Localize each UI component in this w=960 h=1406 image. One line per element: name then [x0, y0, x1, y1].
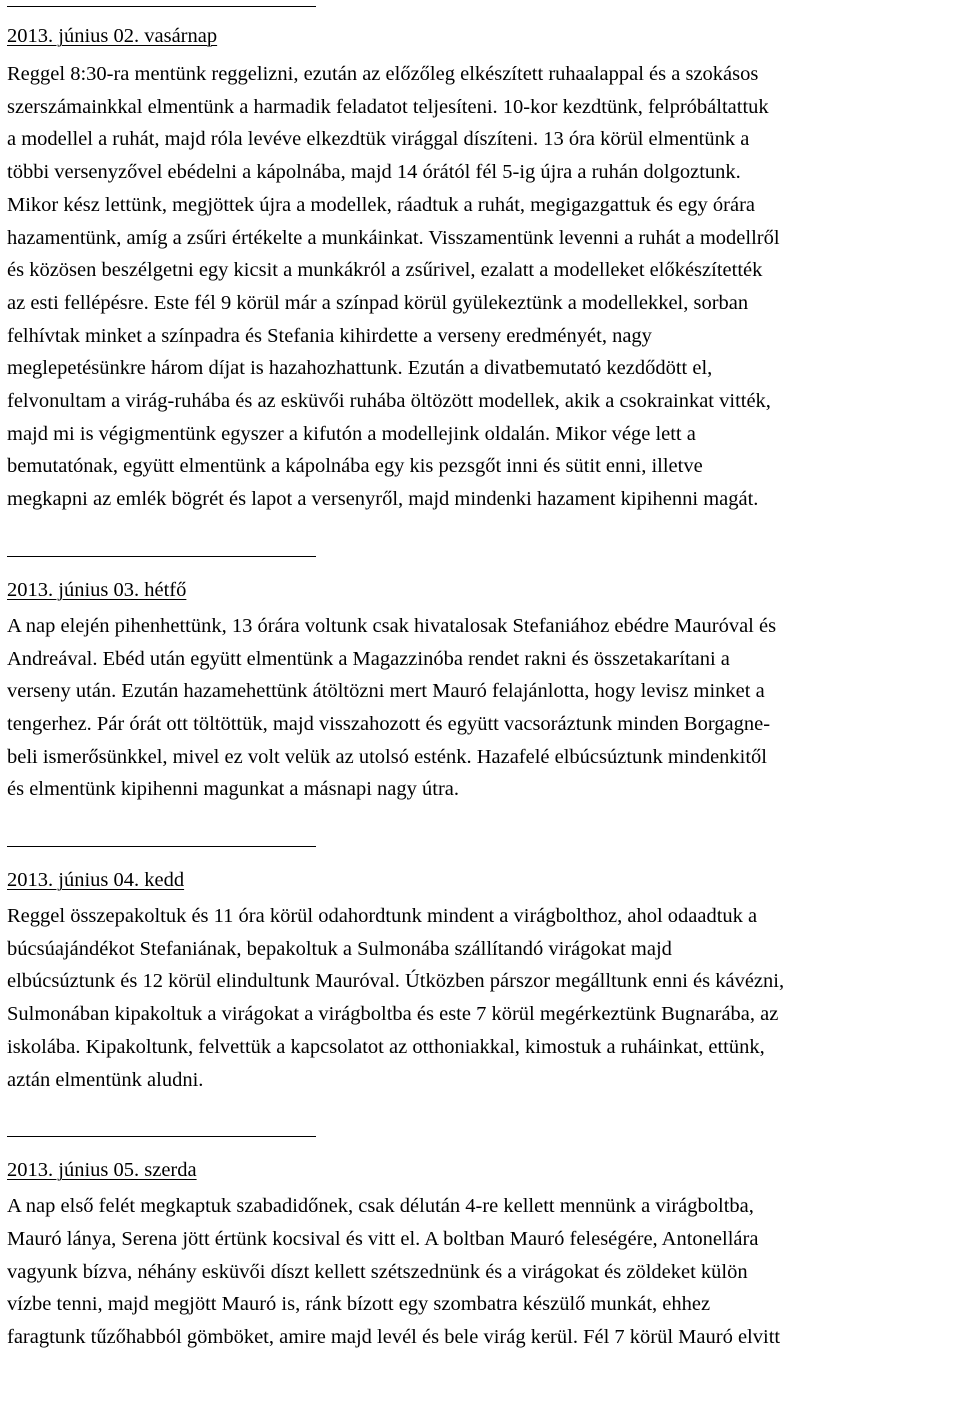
top-separator — [7, 6, 316, 7]
text-line: iskolába. Kipakoltunk, felvettük a kapcsolatot az otthoniakkal, kimostuk a ruháinkat, ettünk, — [7, 1035, 765, 1058]
text-line: beli ismerősünkkel, mivel ez volt velük az utolsó esténk. Hazafelé elbúcsúztunk mindenkitől — [7, 745, 768, 768]
text-line: tengerhez. Pár órát ott töltöttük, majd visszahozott és együtt vacsoráztunk minden Borgagne- — [7, 712, 771, 735]
diary-entry — [7, 1156, 957, 1354]
section-separator — [7, 846, 316, 847]
text-line: szerszámainkkal elmentünk a harmadik feladatot teljesíteni. 10-kor kezdtünk, felpróbáltattuk — [7, 95, 769, 118]
text-line: Reggel 8:30-ra mentünk reggelizni, ezután az előzőleg elkészített ruhaalappal és a szokásos — [7, 63, 759, 85]
text-line: meglepetésünkre három díjat is hazahozhattunk. Ezután a divatbemutató kezdődött el, — [7, 357, 713, 380]
text-line: vízbe tenni, majd megjött Mauró is, ránk bízott egy szombatra készülő munkát, ehhez — [7, 1293, 711, 1316]
text-line: Mauró lánya, Serena jött értünk kocsival és vitt el. A boltban Mauró feleségére, Antonellára — [7, 1227, 759, 1250]
text-line: Sulmonában kipakoltuk a virágokat a virágboltba és este 7 körül megérkeztünk Bugnarába, az — [7, 1003, 779, 1026]
text-line: és közösen beszélgetni egy kicsit a munkákról a zsűrivel, ezalatt a modelleket előkészítették — [7, 259, 763, 282]
text-line: A nap elején pihenhettünk, 13 órára voltunk csak hivatalosak Stefaniához ebédre Mauróval és — [7, 614, 777, 637]
text-line: bemutatónak, együtt elmentünk a kápolnába egy kis pezsgőt inni és sütit enni, illetve — [7, 455, 703, 478]
text-line: aztán elmentünk aludni. — [7, 1068, 204, 1091]
diary-entry — [7, 576, 957, 806]
text-line: hazamentünk, amíg a zsűri értékelte a munkáinkat. Visszamentünk levenni a ruhát a modellről — [7, 226, 780, 249]
entry-body — [7, 58, 957, 516]
text-line: búcsúajándékot Stefaniának, bepakoltuk a Sulmonába szállítandó virágokat majd — [7, 937, 672, 960]
diary-entry — [7, 22, 957, 516]
text-line: felvonultam a virág-ruhába és az esküvői ruhába öltözött modellek, akik a csokrainkat vitték, — [7, 390, 771, 413]
text-line: Mikor kész lettünk, megjöttek újra a modellek, ráadtuk a ruhát, megigazgattuk és egy órára — [7, 193, 755, 216]
text-line: Reggel összepakoltuk és 11 óra körül odahordtunk mindent a virágbolthoz, ahol odaadtuk a — [7, 905, 758, 928]
text-line: vagyunk bízva, néhány esküvői díszt kellett szétszednünk és a virágokat és zöldeket külön — [7, 1260, 748, 1283]
entry-date: 2013. június 04. kedd — [7, 869, 185, 892]
entry-date: 2013. június 05. szerda — [7, 1159, 197, 1182]
text-line: megkapni az emlék bögrét és lapot a versenyről, majd mindenki hazament kipihenni magát. — [7, 488, 759, 511]
text-line: elbúcsúztunk és 12 körül elindultunk Mauróval. Útközben párszor megálltunk enni és kávézni, — [7, 970, 785, 993]
text-line: a modellel a ruhát, majd róla levéve elkezdtük virággal díszíteni. 13 óra körül elmentünk a — [7, 128, 750, 151]
text-line: és elmentünk kipihenni magunkat a másnapi nagy útra. — [7, 778, 460, 801]
section-separator — [7, 1136, 316, 1137]
text-line: Andreával. Ebéd után együtt elmentünk a Magazzinóba rendet rakni és összetakarítani a — [7, 647, 730, 670]
text-line: verseny után. Ezután hazamehettünk átöltözni mert Mauró felajánlotta, hogy levisz minket a — [7, 680, 765, 703]
text-line: majd mi is végigmentünk egyszer a kifutón a modellejink oldalán. Mikor vége lett a — [7, 422, 696, 445]
text-line: A nap első felét megkaptuk szabadidőnek, csak délután 4-re kellett mennünk a virágboltba, — [7, 1195, 754, 1218]
entry-date: 2013. június 03. hétfő — [7, 578, 187, 601]
entry-date: 2013. június 02. vasárnap — [7, 25, 218, 47]
document-page — [7, 0, 957, 1354]
diary-entry — [7, 866, 957, 1096]
text-line: többi versenyzővel ebédelni a kápolnába, majd 14 órától fél 5-ig újra a ruhán dolgoztunk. — [7, 161, 741, 184]
entry-body — [7, 900, 957, 1096]
text-line: az esti fellépésre. Este fél 9 körül már a színpad körül gyülekeztünk a modellekkel, sorban — [7, 291, 749, 314]
section-separator — [7, 556, 316, 557]
text-line: faragtunk tűzőhabból gömböket, amire majd levél és bele virág kerül. Fél 7 körül Mauró elvitt — [7, 1326, 781, 1349]
entry-body — [7, 1190, 957, 1354]
text-line: felhívtak minket a színpadra és Stefania kihirdette a verseny eredményét, nagy — [7, 324, 652, 347]
entry-body — [7, 610, 957, 806]
